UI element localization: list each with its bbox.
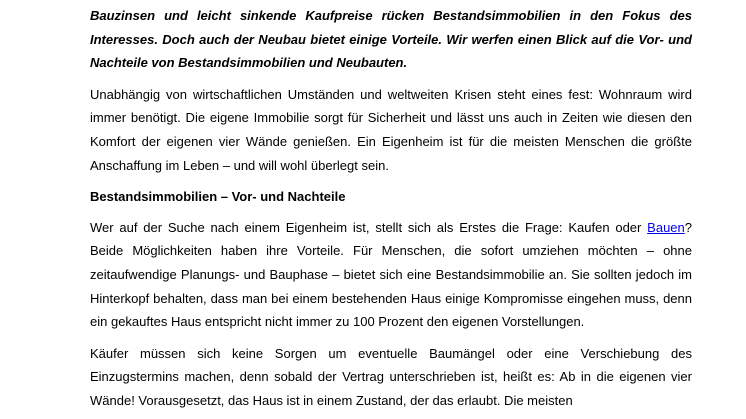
paragraph-text-start: Wer auf der Suche nach einem Eigenheim ist, stellt sich als Erstes die Frage: Kaufen oder [90,219,648,235]
intro-paragraph: Bauzinsen und leicht sinkende Kaufpreise rücken Bestandsimmobilien in den Fokus des Interesses. Doch auch der Neubau bietet einige Vorteile. Wir werfen einen Blick auf die Vor- und Nachteile von Bestandsimmobilien und Neubauten. [90,8,692,71]
paragraph-text-end: ? Beide Möglichkeiten haben ihre Vorteile. Für Menschen, die sofort umziehen möchten – ohne zeitaufwendige Planungs- und Bauphase – bietet sich eine Bestandsimmobilie an. Sie sollten jedoch im Hinterkopf behalten, dass man bei einem bestehenden Haus einige Kompromisse eingehen muss, denn ein gekauftes Haus entspricht nicht immer zu 100 Prozent den eigenen Vorstellungen. [90,219,692,330]
paragraph-kaufen-oder-bauen [90,216,692,334]
bauen-link[interactable]: Bauen [647,219,685,235]
section-heading-bestandsimmobilien: Bestandsimmobilien – Vor- und Nachteile [90,189,346,205]
paragraph-wohnraum: Unabhängig von wirtschaftlichen Umständen und weltweiten Krisen steht eines fest: Wohnraum wird immer benötigt. Die eigene Immobilie sorgt für Sicherheit und lässt uns auch in Zeiten wie diesen den Komfort der eigenen vier Wände genießen. Ein Eigenheim ist für die meisten Menschen die größte Anschaffung im Leben – und will wohl überlegt sein. [90,86,692,173]
paragraph-kaeufer: Käufer müssen sich keine Sorgen um eventuelle Baumängel oder eine Verschiebung des Einzugstermins machen, denn sobald der Vertrag unterschrieben ist, heißt es: Ab in die eigenen vier Wände! Vorausgesetzt, das Haus ist in einem Zustand, der das erlaubt. Die meisten [90,345,692,408]
